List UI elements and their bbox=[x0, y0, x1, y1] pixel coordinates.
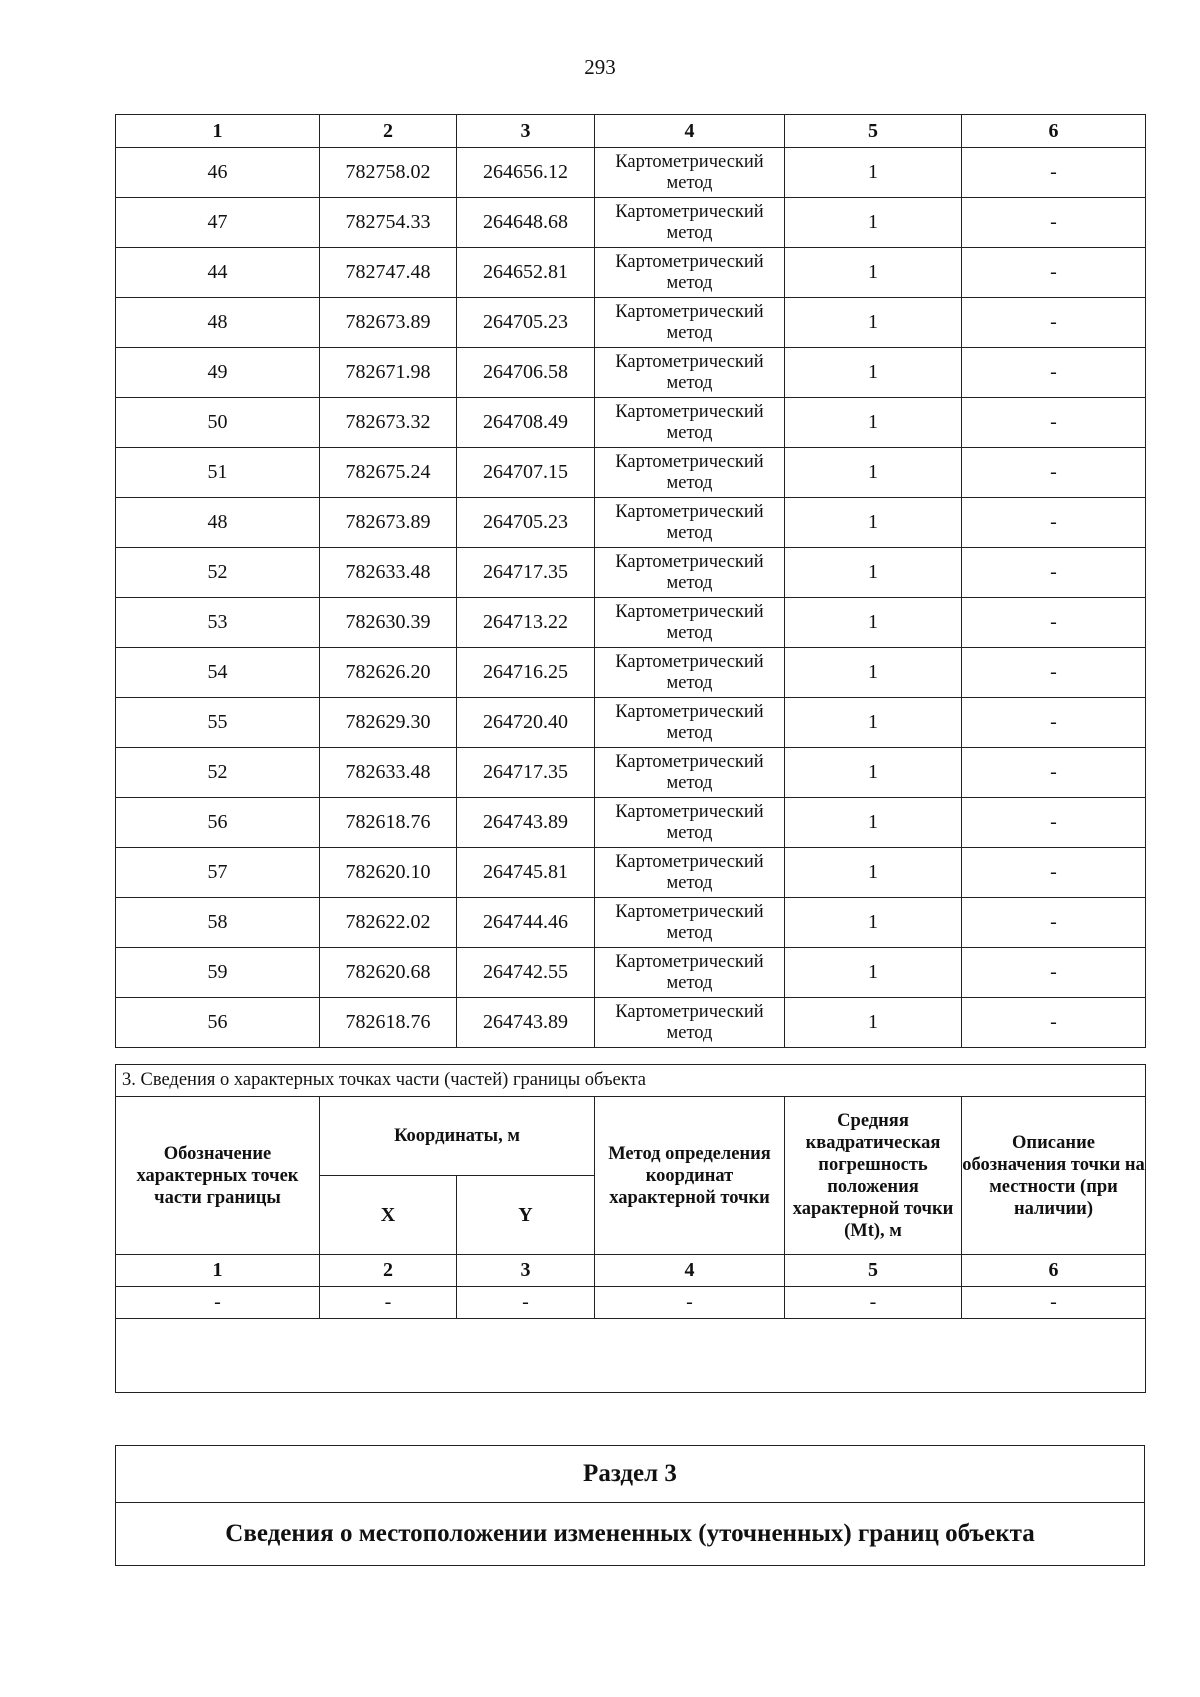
column-number: 5 bbox=[785, 1255, 962, 1287]
description-cell: - bbox=[962, 798, 1146, 848]
description-cell: - bbox=[962, 948, 1146, 998]
coord-y-cell: 264713.22 bbox=[457, 598, 595, 648]
method-cell bbox=[595, 848, 785, 898]
description-cell: - bbox=[962, 698, 1146, 748]
method-text: Картометрический метод bbox=[615, 901, 764, 943]
header-cell: 2 bbox=[320, 115, 457, 148]
table-row bbox=[116, 148, 1146, 198]
method-cell bbox=[595, 998, 785, 1048]
coord-x-cell: 782618.76 bbox=[320, 798, 457, 848]
coord-y-cell: 264743.89 bbox=[457, 798, 595, 848]
point-id-cell: 54 bbox=[116, 648, 320, 698]
description-cell: - bbox=[962, 248, 1146, 298]
method-text: Картометрический метод bbox=[615, 551, 764, 593]
blank-row bbox=[116, 1319, 1146, 1393]
table-row bbox=[116, 448, 1146, 498]
method-cell bbox=[595, 548, 785, 598]
table-row bbox=[116, 748, 1146, 798]
header-method: Метод определения координат характерной точки bbox=[595, 1097, 785, 1255]
coord-y-cell: 264742.55 bbox=[457, 948, 595, 998]
coord-x-cell: 782633.48 bbox=[320, 748, 457, 798]
table-row bbox=[116, 1287, 1146, 1319]
table-row bbox=[116, 798, 1146, 848]
method-text: Картометрический метод bbox=[615, 1001, 764, 1043]
coord-y-cell: 264656.12 bbox=[457, 148, 595, 198]
description-cell: - bbox=[962, 498, 1146, 548]
header-cell: 4 bbox=[595, 115, 785, 148]
method-cell bbox=[595, 248, 785, 298]
section-caption: 3. Сведения о характерных точках части (частей) границы объекта bbox=[116, 1065, 1146, 1097]
header-cell: 1 bbox=[116, 115, 320, 148]
mean-error-cell: 1 bbox=[785, 898, 962, 948]
empty-value: - bbox=[785, 1287, 962, 1319]
mean-error-cell: 1 bbox=[785, 948, 962, 998]
coord-x-cell: 782622.02 bbox=[320, 898, 457, 948]
header-mean-error: Средняя квадратическая погрешность положения характерной точки (Mt), м bbox=[785, 1097, 962, 1255]
column-number-row bbox=[116, 1255, 1146, 1287]
coord-y-cell: 264708.49 bbox=[457, 398, 595, 448]
mean-error-cell: 1 bbox=[785, 648, 962, 698]
header-x: X bbox=[320, 1176, 457, 1255]
method-cell bbox=[595, 148, 785, 198]
method-text: Картометрический метод bbox=[615, 701, 764, 743]
point-id-cell: 49 bbox=[116, 348, 320, 398]
coord-x-cell: 782675.24 bbox=[320, 448, 457, 498]
coord-y-cell: 264716.25 bbox=[457, 648, 595, 698]
coord-x-cell: 782754.33 bbox=[320, 198, 457, 248]
coord-x-cell: 782633.48 bbox=[320, 548, 457, 598]
empty-value: - bbox=[457, 1287, 595, 1319]
coord-x-cell: 782620.10 bbox=[320, 848, 457, 898]
header-cell: 3 bbox=[457, 115, 595, 148]
method-cell bbox=[595, 898, 785, 948]
mean-error-cell: 1 bbox=[785, 748, 962, 798]
coord-x-cell: 782673.89 bbox=[320, 298, 457, 348]
point-id-cell: 55 bbox=[116, 698, 320, 748]
point-id-cell: 44 bbox=[116, 248, 320, 298]
table-row bbox=[116, 898, 1146, 948]
description-cell: - bbox=[962, 648, 1146, 698]
column-number: 3 bbox=[457, 1255, 595, 1287]
mean-error-cell: 1 bbox=[785, 198, 962, 248]
blank-cell bbox=[116, 1319, 1146, 1393]
table-row bbox=[116, 698, 1146, 748]
description-cell: - bbox=[962, 898, 1146, 948]
point-id-cell: 59 bbox=[116, 948, 320, 998]
mean-error-cell: 1 bbox=[785, 548, 962, 598]
coord-y-cell: 264745.81 bbox=[457, 848, 595, 898]
mean-error-cell: 1 bbox=[785, 298, 962, 348]
column-number: 6 bbox=[962, 1255, 1146, 1287]
table-row bbox=[116, 998, 1146, 1048]
coord-y-cell: 264705.23 bbox=[457, 298, 595, 348]
method-text: Картометрический метод bbox=[615, 401, 764, 443]
coord-y-cell: 264720.40 bbox=[457, 698, 595, 748]
table-row bbox=[116, 398, 1146, 448]
method-text: Картометрический метод bbox=[615, 601, 764, 643]
point-id-cell: 48 bbox=[116, 298, 320, 348]
description-cell: - bbox=[962, 748, 1146, 798]
razdel-title: Раздел 3 bbox=[116, 1446, 1145, 1503]
mean-error-cell: 1 bbox=[785, 798, 962, 848]
method-cell bbox=[595, 498, 785, 548]
empty-value: - bbox=[595, 1287, 785, 1319]
mean-error-cell: 1 bbox=[785, 248, 962, 298]
mean-error-cell: 1 bbox=[785, 998, 962, 1048]
coord-x-cell: 782747.48 bbox=[320, 248, 457, 298]
description-cell: - bbox=[962, 598, 1146, 648]
boundary-points-table bbox=[115, 114, 1146, 1048]
coord-y-cell: 264706.58 bbox=[457, 348, 595, 398]
empty-value: - bbox=[962, 1287, 1146, 1319]
table-row bbox=[116, 498, 1146, 548]
method-text: Картометрический метод bbox=[615, 351, 764, 393]
table-body bbox=[116, 148, 1146, 1048]
point-id-cell: 50 bbox=[116, 398, 320, 448]
header-point-designation: Обозначение характерных точек части границы bbox=[116, 1097, 320, 1255]
mean-error-cell: 1 bbox=[785, 148, 962, 198]
column-number: 1 bbox=[116, 1255, 320, 1287]
description-cell: - bbox=[962, 998, 1146, 1048]
point-id-cell: 52 bbox=[116, 548, 320, 598]
razdel-3-box bbox=[115, 1445, 1145, 1566]
method-text: Картометрический метод bbox=[615, 851, 764, 893]
method-text: Картометрический метод bbox=[615, 301, 764, 343]
coord-x-cell: 782629.30 bbox=[320, 698, 457, 748]
table-header-row bbox=[116, 115, 1146, 148]
method-cell bbox=[595, 598, 785, 648]
description-cell: - bbox=[962, 298, 1146, 348]
method-cell bbox=[595, 298, 785, 348]
table-row bbox=[116, 198, 1146, 248]
description-cell: - bbox=[962, 848, 1146, 898]
point-id-cell: 58 bbox=[116, 898, 320, 948]
header-cell: 5 bbox=[785, 115, 962, 148]
column-number: 4 bbox=[595, 1255, 785, 1287]
point-id-cell: 56 bbox=[116, 798, 320, 848]
header-y: Y bbox=[457, 1176, 595, 1255]
coord-y-cell: 264707.15 bbox=[457, 448, 595, 498]
empty-value: - bbox=[320, 1287, 457, 1319]
method-cell bbox=[595, 448, 785, 498]
empty-value: - bbox=[116, 1287, 320, 1319]
coord-y-cell: 264743.89 bbox=[457, 998, 595, 1048]
method-text: Картометрический метод bbox=[615, 651, 764, 693]
coord-x-cell: 782620.68 bbox=[320, 948, 457, 998]
method-cell bbox=[595, 398, 785, 448]
description-cell: - bbox=[962, 548, 1146, 598]
method-cell bbox=[595, 748, 785, 798]
header-description: Описание обозначения точки на местности (при наличии) bbox=[962, 1097, 1146, 1255]
razdel-subtitle: Сведения о местоположении измененных (уточненных) границ объекта bbox=[116, 1503, 1145, 1566]
point-id-cell: 48 bbox=[116, 498, 320, 548]
method-text: Картометрический метод bbox=[615, 201, 764, 243]
header-coordinates: Координаты, м bbox=[320, 1097, 595, 1176]
header-cell: 6 bbox=[962, 115, 1146, 148]
table-row bbox=[116, 248, 1146, 298]
method-cell bbox=[595, 698, 785, 748]
mean-error-cell: 1 bbox=[785, 348, 962, 398]
coord-y-cell: 264652.81 bbox=[457, 248, 595, 298]
table-row bbox=[116, 548, 1146, 598]
method-text: Картометрический метод bbox=[615, 801, 764, 843]
method-text: Картометрический метод bbox=[615, 251, 764, 293]
point-id-cell: 52 bbox=[116, 748, 320, 798]
point-id-cell: 53 bbox=[116, 598, 320, 648]
method-text: Картометрический метод bbox=[615, 751, 764, 793]
point-id-cell: 51 bbox=[116, 448, 320, 498]
description-cell: - bbox=[962, 448, 1146, 498]
method-text: Картометрический метод bbox=[615, 501, 764, 543]
page-number: 293 bbox=[584, 55, 616, 79]
mean-error-cell: 1 bbox=[785, 698, 962, 748]
method-text: Картометрический метод bbox=[615, 451, 764, 493]
coord-x-cell: 782630.39 bbox=[320, 598, 457, 648]
coord-y-cell: 264717.35 bbox=[457, 748, 595, 798]
method-text: Картометрический метод bbox=[615, 951, 764, 993]
coord-y-cell: 264648.68 bbox=[457, 198, 595, 248]
coord-y-cell: 264717.35 bbox=[457, 548, 595, 598]
method-cell bbox=[595, 648, 785, 698]
coord-x-cell: 782758.02 bbox=[320, 148, 457, 198]
description-cell: - bbox=[962, 398, 1146, 448]
description-cell: - bbox=[962, 148, 1146, 198]
coord-x-cell: 782673.89 bbox=[320, 498, 457, 548]
method-cell bbox=[595, 348, 785, 398]
mean-error-cell: 1 bbox=[785, 448, 962, 498]
point-id-cell: 47 bbox=[116, 198, 320, 248]
coord-x-cell: 782673.32 bbox=[320, 398, 457, 448]
table-row bbox=[116, 648, 1146, 698]
point-id-cell: 56 bbox=[116, 998, 320, 1048]
coord-x-cell: 782671.98 bbox=[320, 348, 457, 398]
mean-error-cell: 1 bbox=[785, 398, 962, 448]
method-cell bbox=[595, 198, 785, 248]
table-row bbox=[116, 948, 1146, 998]
table-row bbox=[116, 848, 1146, 898]
coord-x-cell: 782626.20 bbox=[320, 648, 457, 698]
table-row bbox=[116, 348, 1146, 398]
table-row bbox=[116, 598, 1146, 648]
description-cell: - bbox=[962, 348, 1146, 398]
column-number: 2 bbox=[320, 1255, 457, 1287]
description-cell: - bbox=[962, 198, 1146, 248]
point-id-cell: 46 bbox=[116, 148, 320, 198]
coord-y-cell: 264705.23 bbox=[457, 498, 595, 548]
coord-x-cell: 782618.76 bbox=[320, 998, 457, 1048]
point-id-cell: 57 bbox=[116, 848, 320, 898]
mean-error-cell: 1 bbox=[785, 848, 962, 898]
method-text: Картометрический метод bbox=[615, 151, 764, 193]
mean-error-cell: 1 bbox=[785, 498, 962, 548]
coord-y-cell: 264744.46 bbox=[457, 898, 595, 948]
method-cell bbox=[595, 798, 785, 848]
mean-error-cell: 1 bbox=[785, 598, 962, 648]
part-boundary-points-table bbox=[115, 1064, 1146, 1393]
method-cell bbox=[595, 948, 785, 998]
table-row bbox=[116, 298, 1146, 348]
